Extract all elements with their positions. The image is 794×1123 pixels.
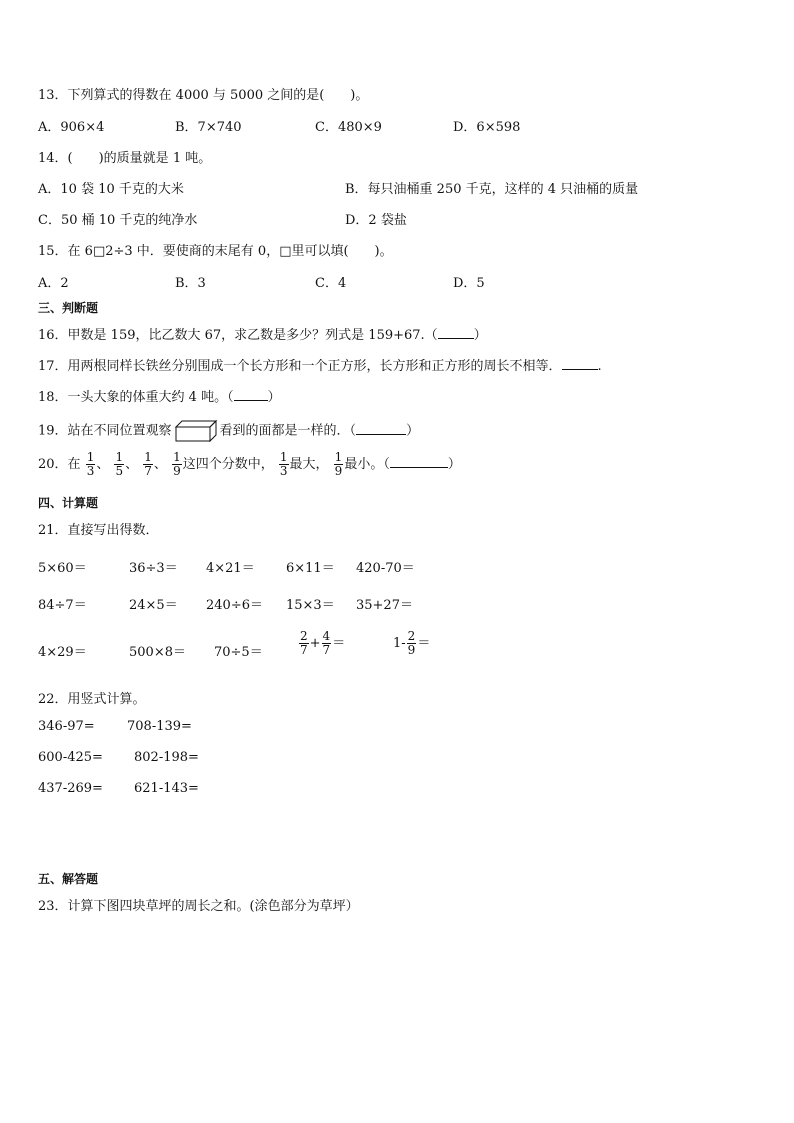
q13-option-a: A．906×4 xyxy=(38,120,105,135)
q21-title: 21．直接写出得数． xyxy=(38,523,159,538)
q13-stem: 13．下列算式的得数在 4000 与 5000 之间的是( )。 xyxy=(38,88,369,103)
equals-sign: ＝ xyxy=(332,636,346,651)
separator: 、 xyxy=(125,457,139,472)
q22-item: 621-143= xyxy=(134,781,199,796)
q14-option-b: B．每只油桶重 250 千克，这样的 4 只油桶的质量 xyxy=(345,182,639,197)
fraction: $\frac{2}{9}$ xyxy=(407,629,416,657)
q22-item: 708-139= xyxy=(127,719,192,734)
q19-text-a: 19．站在不同位置观察 xyxy=(38,423,172,439)
fraction-one-seventh: $\frac{1}{7}$ xyxy=(144,450,152,478)
q17-end: . xyxy=(597,359,602,374)
q16 xyxy=(38,324,487,343)
q21-item: 35+27＝ xyxy=(356,598,413,613)
q21-item: 420-70＝ xyxy=(356,561,415,576)
q17-text: 17．用两根同样长铁丝分别围成一个长方形和一个正方形，长方形和正方形的周长不相等． xyxy=(38,359,562,374)
q21-item: 4×21＝ xyxy=(206,561,255,576)
q21-item: 36÷3＝ xyxy=(129,561,178,576)
q20-big: 最大， xyxy=(289,457,329,472)
q18 xyxy=(38,386,281,405)
q17 xyxy=(38,355,602,374)
q21-item: 24×5＝ xyxy=(129,598,178,613)
q15-option-b: B．3 xyxy=(175,276,206,291)
q21-item: 5×60＝ xyxy=(38,561,87,576)
fraction-one-ninth: $\frac{1}{9}$ xyxy=(173,450,181,478)
section-heading-calculation: 四、计算题 xyxy=(38,496,99,510)
cuboid-icon xyxy=(174,419,218,443)
q19-close: ） xyxy=(406,423,420,439)
q21-item: 6×11＝ xyxy=(286,561,335,576)
q18-text: 18．一头大象的体重大约 4 吨。（ xyxy=(38,390,234,405)
q22-item: 346-97= xyxy=(38,719,95,734)
q14-option-c: C．50 桶 10 千克的纯净水 xyxy=(38,213,198,228)
q20-mid: 这四个分数中， xyxy=(182,457,274,472)
q18-close: ） xyxy=(267,390,281,405)
q14-option-a: A．10 袋 10 千克的大米 xyxy=(38,182,184,197)
q17-answer-blank[interactable] xyxy=(562,357,598,370)
q18-answer-blank[interactable] xyxy=(234,388,268,401)
separator: 、 xyxy=(96,457,110,472)
q21-item: 240÷6＝ xyxy=(206,598,263,613)
q20-prefix: 20．在 xyxy=(38,457,81,472)
q22-item: 437-269= xyxy=(38,781,103,796)
q21-item: 15×3＝ xyxy=(286,598,335,613)
fraction-one-third: $\frac{1}{3}$ xyxy=(86,450,95,478)
q21-item: 500×8＝ xyxy=(129,645,186,660)
q13-option-c: C．480×9 xyxy=(315,120,382,135)
plus-sign: + xyxy=(309,636,321,651)
separator: 、 xyxy=(153,457,167,472)
fraction-one-ninth: $\frac{1}{9}$ xyxy=(334,450,343,478)
fraction-one-third: $\frac{1}{3}$ xyxy=(279,450,288,478)
q16-answer-blank[interactable] xyxy=(438,326,474,339)
fraction-one-fifth: $\frac{1}{5}$ xyxy=(115,450,124,478)
q16-text: 16．甲数是 159，比乙数大 67，求乙数是多少？列式是 159+67.（ xyxy=(38,328,438,343)
minuend: 1- xyxy=(393,636,406,651)
q22-item: 600-425= xyxy=(38,750,103,765)
q19-answer-blank[interactable] xyxy=(356,422,406,435)
q22-item: 802-198= xyxy=(134,750,199,765)
q13-option-d: D．6×598 xyxy=(453,120,521,135)
q20 xyxy=(38,451,461,478)
q23: 23．计算下图四块草坪的周长之和。(涂色部分为草坪） xyxy=(38,899,359,914)
q21-item: 70÷5＝ xyxy=(214,645,263,660)
q19 xyxy=(38,419,419,443)
q13-option-b: B．7×740 xyxy=(175,120,242,135)
q19-text-b: 看到的面都是一样的．（ xyxy=(219,423,357,439)
q14-option-d: D．2 袋盐 xyxy=(345,213,407,228)
q21-fraction-difference xyxy=(393,630,430,657)
q21-item: 4×29＝ xyxy=(38,645,87,660)
q15-option-c: C．4 xyxy=(315,276,347,291)
fraction: $\frac{4}{7}$ xyxy=(322,629,331,657)
q14-stem: 14．( )的质量就是 1 吨。 xyxy=(38,151,212,166)
q20-answer-blank[interactable] xyxy=(390,455,448,468)
q21-fraction-sum xyxy=(298,630,345,657)
q22-title: 22．用竖式计算。 xyxy=(38,692,146,707)
q21-item: 84÷7＝ xyxy=(38,598,87,613)
equals-sign: ＝ xyxy=(417,636,431,651)
q20-small: 最小。（ xyxy=(344,457,390,472)
q15-option-d: D．5 xyxy=(453,276,485,291)
q15-stem: 15．在 6□2÷3 中．要使商的末尾有 0，□里可以填( )。 xyxy=(38,244,393,259)
fraction: $\frac{2}{7}$ xyxy=(300,629,308,657)
section-heading-judgement: 三、判断题 xyxy=(38,301,99,315)
q15-option-a: A．2 xyxy=(38,276,69,291)
q20-close: ） xyxy=(447,457,461,472)
section-heading-word-problems: 五、解答题 xyxy=(38,872,99,886)
q16-close: ） xyxy=(473,328,487,343)
